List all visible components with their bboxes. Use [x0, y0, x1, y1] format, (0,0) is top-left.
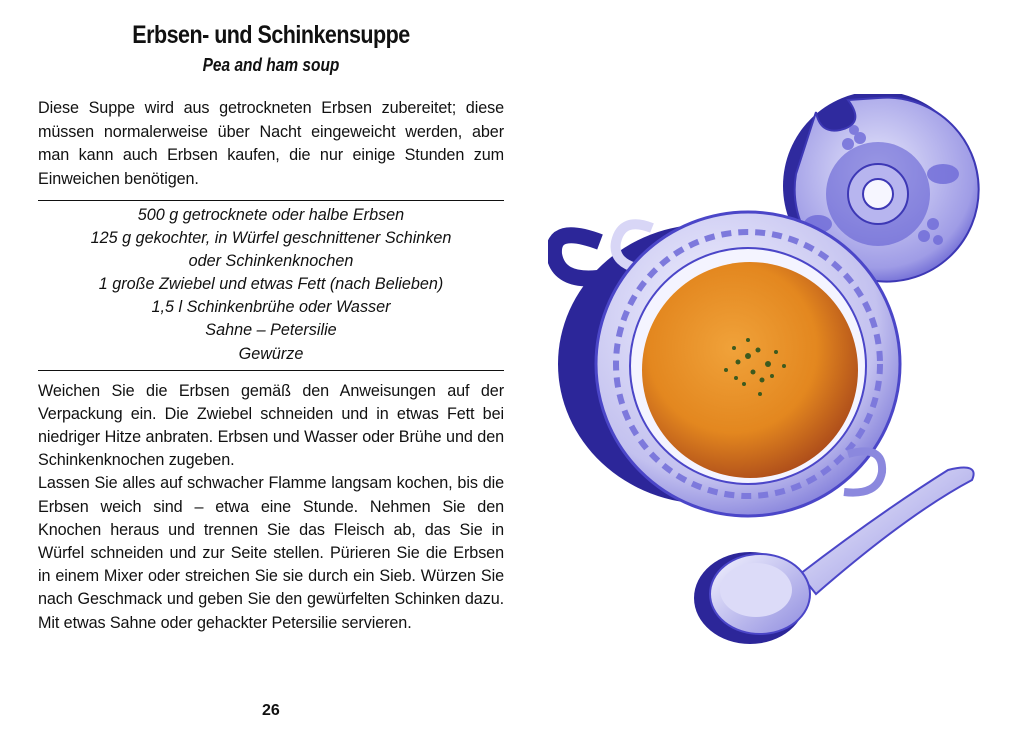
method-paragraph: Weichen Sie die Erbsen gemäß den Anweisungen auf der Verpackung ein. Die Zwiebel schneiden und in etwas Fett bei niedriger Hitze anbraten. Erbsen und Wasser oder Brühe und den Schinkenknochen zugeben.: [38, 381, 504, 470]
soup: [642, 262, 858, 478]
ingredient-line: 1,5 l Schinkenbrühe oder Wasser: [151, 298, 391, 317]
recipe-text-column: [38, 18, 504, 635]
ingredient-line: 125 g gekochter, in Würfel geschnittener Schinken: [90, 229, 452, 248]
method-paragraph: Lassen Sie alles auf schwacher Flamme langsam kochen, bis die Erbsen weich sind – etwa eine Stunde. Nehmen Sie den Knochen heraus und trennen Sie das Fleisch ab, das Sie in Würfel schneiden und zur Seite stellen. Pürieren Sie die Erbsen in einem Mixer oder streichen Sie sie durch ein Sieb. Würzen Sie nach Geschmack und geben Sie den gewürfelten Schinken dazu. Mit etwas Sahne oder gehackter Petersilie servieren.: [38, 474, 504, 632]
ingredient-line: 500 g getrocknete oder halbe Erbsen: [137, 206, 405, 224]
ingredient-line: Sahne – Petersilie: [205, 321, 337, 340]
tureen-bowl: [596, 212, 900, 516]
divider-top: [38, 200, 504, 201]
soup-tureen-illustration: [548, 94, 988, 654]
recipe-subtitle: Pea and ham soup: [202, 55, 340, 75]
page-number: 26: [262, 702, 280, 719]
divider-bottom: [38, 370, 504, 371]
ingredient-line: 1 große Zwiebel und etwas Fett (nach Belieben): [98, 275, 444, 294]
method-text: [38, 380, 504, 635]
ingredient-line: Gewürze: [238, 344, 304, 363]
ingredient-list: [38, 204, 504, 366]
intro-paragraph: Diese Suppe wird aus getrockneten Erbsen zubereitet; diese müssen normalerweise über Nacht eingeweicht werden, aber man kann auch Erbsen kaufen, die nur einige Stunden zum Einweichen benötigen.: [38, 99, 504, 188]
ingredient-line: oder Schinkenknochen: [188, 252, 354, 271]
recipe-title: Erbsen- und Schinkensuppe: [132, 21, 410, 49]
